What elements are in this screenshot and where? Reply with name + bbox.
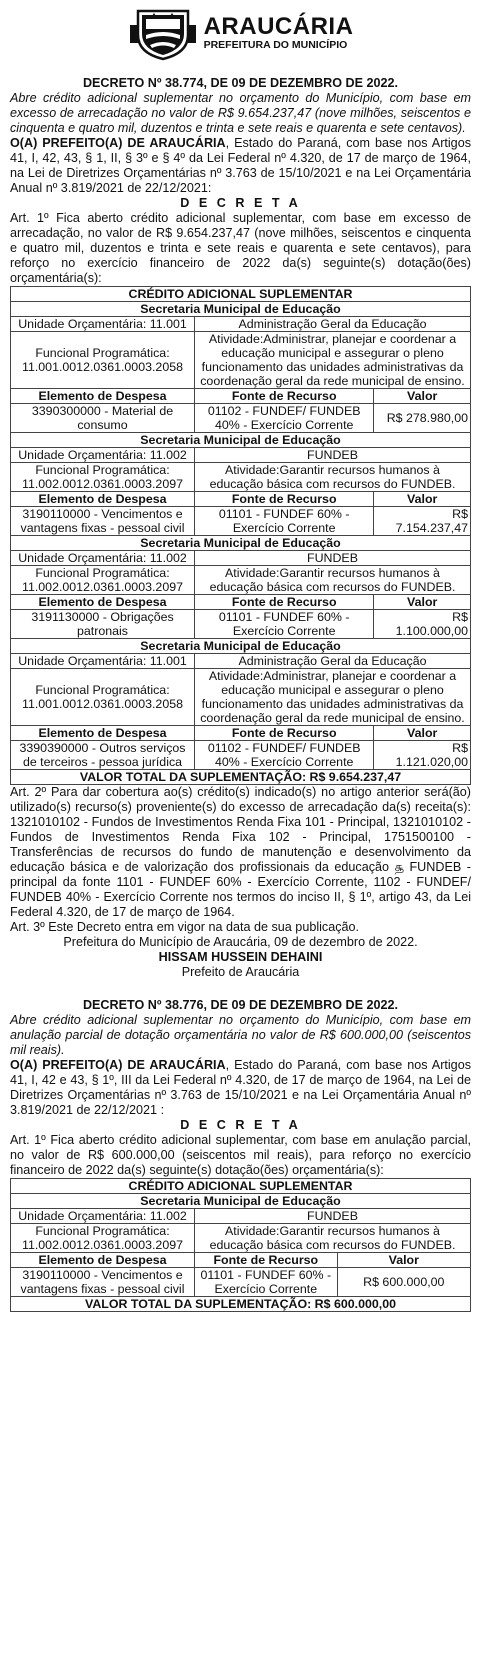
header bbox=[10, 4, 471, 62]
table-row bbox=[11, 1268, 471, 1297]
unidade-desc: Administração Geral da Educação bbox=[195, 654, 471, 669]
table-row bbox=[11, 404, 471, 433]
col-header-fonte: Fonte de Recurso bbox=[195, 726, 374, 741]
valor-cell: R$ 7.154.237,47 bbox=[374, 507, 471, 536]
col-header-elemento: Elemento de Despesa bbox=[11, 595, 195, 610]
elemento-cell: 3190110000 - Vencimentos e vantagens fixas - pessoal civil bbox=[11, 507, 195, 536]
secretaria-label: Secretaria Municipal de Educação bbox=[11, 302, 471, 317]
elemento-cell: 3390300000 - Material de consumo bbox=[11, 404, 195, 433]
secretaria-label: Secretaria Municipal de Educação bbox=[11, 536, 471, 551]
funcional-label: Funcional Programática: 11.002.0012.0361.0003.2097 bbox=[11, 566, 195, 595]
valor-cell: R$ 278.980,00 bbox=[374, 404, 471, 433]
decree-1-credit-table bbox=[10, 286, 471, 785]
funcional-label: Funcional Programática: 11.001.0012.0361.0003.2058 bbox=[11, 669, 195, 726]
funcional-desc: Atividade:Garantir recursos humanos à educação básica com recursos do FUNDEB. bbox=[195, 463, 471, 492]
funcional-label: Funcional Programática: 11.002.0012.0361.0003.2097 bbox=[11, 1224, 195, 1253]
unidade-label: Unidade Orçamentária: 11.002 bbox=[11, 1209, 195, 1224]
decree-1-preamble bbox=[10, 136, 471, 196]
spacer bbox=[10, 980, 471, 998]
decree-1-place-date: Prefeitura do Município de Araucária, 09 de dezembro de 2022. bbox=[63, 935, 418, 949]
col-header-fonte: Fonte de Recurso bbox=[195, 389, 374, 404]
unidade-desc: Administração Geral da Educação bbox=[195, 317, 471, 332]
fonte-cell: 01101 - FUNDEF 60% - Exercício Corrente bbox=[195, 507, 374, 536]
brand-name: ARAUCÁRIA bbox=[203, 13, 354, 40]
col-header-valor: Valor bbox=[337, 1253, 470, 1268]
col-header-elemento: Elemento de Despesa bbox=[11, 1253, 195, 1268]
valor-cell: R$ 1.100.000,00 bbox=[374, 610, 471, 639]
unidade-desc: FUNDEB bbox=[195, 1209, 471, 1224]
decree-2-title: DECRETO Nº 38.776, DE 09 DE DEZEMBRO DE 2022. bbox=[82, 998, 399, 1012]
unidade-label: Unidade Orçamentária: 11.001 bbox=[11, 317, 195, 332]
col-header-valor: Valor bbox=[374, 492, 471, 507]
col-header-valor: Valor bbox=[374, 726, 471, 741]
fonte-cell: 01101 - FUNDEF 60% - Exercício Corrente bbox=[195, 610, 374, 639]
unidade-label: Unidade Orçamentária: 11.001 bbox=[11, 654, 195, 669]
col-header-elemento: Elemento de Despesa bbox=[11, 389, 195, 404]
decree-2 bbox=[10, 998, 471, 1312]
unidade-desc: FUNDEB bbox=[195, 448, 471, 463]
unidade-desc: FUNDEB bbox=[195, 551, 471, 566]
decree-2-preamble-text: , Estado do Paraná, com base nos Artigos 41, I, 42 e 43, § 1º, III da Lei Federal nº 4.320, de 17 de março de 1964, na Lei de Diretrizes Orçamentárias nº 3.763 de 15/10/2021 e na Lei Orçamentária Anual nº 3.819/2021 de 22/12/2021 : bbox=[10, 1058, 471, 1117]
col-header-valor: Valor bbox=[374, 389, 471, 404]
unidade-label: Unidade Orçamentária: 11.002 bbox=[11, 448, 195, 463]
funcional-label: Funcional Programática: 11.001.0012.0361.0003.2058 bbox=[11, 332, 195, 389]
table-row bbox=[11, 507, 471, 536]
fonte-cell: 01102 - FUNDEF/ FUNDEB 40% - Exercício Corrente bbox=[195, 741, 374, 770]
col-header-fonte: Fonte de Recurso bbox=[195, 1253, 338, 1268]
credit-table-heading: CRÉDITO ADICIONAL SUPLEMENTAR bbox=[11, 1179, 471, 1194]
credit-table-heading: CRÉDITO ADICIONAL SUPLEMENTAR bbox=[11, 287, 471, 302]
decree-2-ementa: Abre crédito adicional suplementar no orçamento do Município, com base em anulação parcial de dotação orçamentária no valor de R$ 600.000,00 (seiscentos mil reais). bbox=[10, 1013, 471, 1057]
col-header-valor: Valor bbox=[374, 595, 471, 610]
decree-2-art1: Art. 1º Fica aberto crédito adicional suplementar, com base em anulação parcial, no valor de R$ 600.000,00 (seiscentos mil reais), para reforço no exercício financeiro de 2022 da(s) seguinte(s) dotação(ões) orçamentária(s): bbox=[10, 1133, 471, 1177]
funcional-desc: Atividade:Administrar, planejar e coordenar a educação municipal e assegurar o pleno funcionamento das unidades administrativas da coordenação geral da rede municipal de ensino. bbox=[195, 332, 471, 389]
decree-1-art3: Art. 3º Este Decreto entra em vigor na data de sua publicação. bbox=[10, 920, 360, 934]
funcional-desc: Atividade:Administrar, planejar e coordenar a educação municipal e assegurar o pleno funcionamento das unidades administrativas da coordenação geral da rede municipal de ensino. bbox=[195, 669, 471, 726]
valor-cell: R$ 1.121.020,00 bbox=[374, 741, 471, 770]
table-row bbox=[11, 610, 471, 639]
col-header-fonte: Fonte de Recurso bbox=[195, 595, 374, 610]
secretaria-label: Secretaria Municipal de Educação bbox=[11, 433, 471, 448]
brand bbox=[204, 15, 354, 51]
decree-1-preamble-lead: O(A) PREFEITO(A) DE ARAUCÁRIA bbox=[10, 136, 226, 150]
col-header-fonte: Fonte de Recurso bbox=[195, 492, 374, 507]
municipal-seal-icon bbox=[128, 5, 198, 61]
funcional-desc: Atividade:Garantir recursos humanos à educação básica com recursos do FUNDEB. bbox=[195, 566, 471, 595]
funcional-desc: Atividade:Garantir recursos humanos à educação básica com recursos do FUNDEB. bbox=[195, 1224, 471, 1253]
decree-2-decreta: D E C R E T A bbox=[180, 1118, 301, 1132]
secretaria-label: Secretaria Municipal de Educação bbox=[11, 639, 471, 654]
col-header-elemento: Elemento de Despesa bbox=[11, 492, 195, 507]
decree-2-credit-table bbox=[10, 1178, 471, 1312]
elemento-cell: 3190110000 - Vencimentos e vantagens fixas - pessoal civil bbox=[11, 1268, 195, 1297]
decree-1-art1: Art. 1º Fica aberto crédito adicional suplementar, com base em excesso de arrecadação, no valor de R$ 9.654.237,47 (nove milhões, seiscentos e cinquenta e quatro mil, duzentos e trinta e sete reais e quarenta e sete centavos), para reforço no exercício financeiro de 2022 da(s) seguinte(s) dotação(ões) orçamentária(s): bbox=[10, 211, 471, 285]
decree-1-decreta: D E C R E T A bbox=[180, 196, 301, 210]
decree-2-preamble bbox=[10, 1058, 471, 1118]
decree-1-signer-role: Prefeito de Araucária bbox=[181, 965, 300, 979]
decree-1-ementa: Abre crédito adicional suplementar no orçamento do Município, com base em excesso de arrecadação no valor de R$ 9.654.237,47 (nove milhões, seiscentos e cinquenta e quatro mil, duzentos e trinta e sete reais e quarenta e sete centavos). bbox=[10, 91, 471, 135]
total-row: VALOR TOTAL DA SUPLEMENTAÇÃO: R$ 9.654.237,47 bbox=[11, 770, 471, 785]
elemento-cell: 3191130000 - Obrigações patronais bbox=[11, 610, 195, 639]
decree-1-signer-name: HISSAM HUSSEIN DEHAINI bbox=[158, 950, 323, 964]
brand-subtitle: PREFEITURA DO MUNICÍPIO bbox=[203, 39, 348, 51]
secretaria-label: Secretaria Municipal de Educação bbox=[11, 1194, 471, 1209]
col-header-elemento: Elemento de Despesa bbox=[11, 726, 195, 741]
table-row bbox=[11, 741, 471, 770]
decree-2-preamble-lead: O(A) PREFEITO(A) DE ARAUCÁRIA bbox=[10, 1058, 226, 1072]
decree-1-art2: Art. 2º Para dar cobertura ao(s) crédito(s) indicado(s) no artigo anterior será(ão) utilizado(s) recurso(s) proveniente(s) do excesso de arrecadação da(s) receita(s): 1321010102 - Fundos de Investimentos Renda Fixa 101 - Principal, 1321010102 - Fundos de Investimentos Renda Fixa 102 - Principal, 1751500100 - Transferências de recursos do fundo de manutenção e desenvolvimento da educação básica e de valorização dos profissionais da educação ௲ FUNDEB - principal da fonte 1101 - FUNDEF 60% - Exercício Corrente, 1102 - FUNDEF/ FUNDEB 40% - Exercício Corrente nos termos do inciso II, § 1º, artigo 43, da Lei Federal 4.320, de 17 de março de 1964. bbox=[10, 785, 471, 919]
funcional-label: Funcional Programática: 11.002.0012.0361.0003.2097 bbox=[11, 463, 195, 492]
elemento-cell: 3390390000 - Outros serviços de terceiros - pessoa jurídica bbox=[11, 741, 195, 770]
fonte-cell: 01102 - FUNDEF/ FUNDEB 40% - Exercício Corrente bbox=[195, 404, 374, 433]
decree-1-title: DECRETO Nº 38.774, DE 09 DE DEZEMBRO DE 2022. bbox=[82, 76, 399, 90]
valor-cell: R$ 600.000,00 bbox=[337, 1268, 470, 1297]
unidade-label: Unidade Orçamentária: 11.002 bbox=[11, 551, 195, 566]
decree-1 bbox=[10, 76, 471, 980]
fonte-cell: 01101 - FUNDEF 60% - Exercício Corrente bbox=[195, 1268, 338, 1297]
decree-1-preamble-text: , Estado do Paraná, com base nos Artigos 41, I, 42, 43, § 1, II, § 3º e § 4º da Lei Federal nº 4.320, de 17 de março de 1964, na Lei de Diretrizes Orçamentárias nº 3.763 de 15/10/2021 e na Lei Orçamentária Anual nº 3.819/2021 de 22/12/2021: bbox=[10, 136, 471, 195]
total-row: VALOR TOTAL DA SUPLEMENTAÇÃO: R$ 600.000,00 bbox=[11, 1297, 471, 1312]
